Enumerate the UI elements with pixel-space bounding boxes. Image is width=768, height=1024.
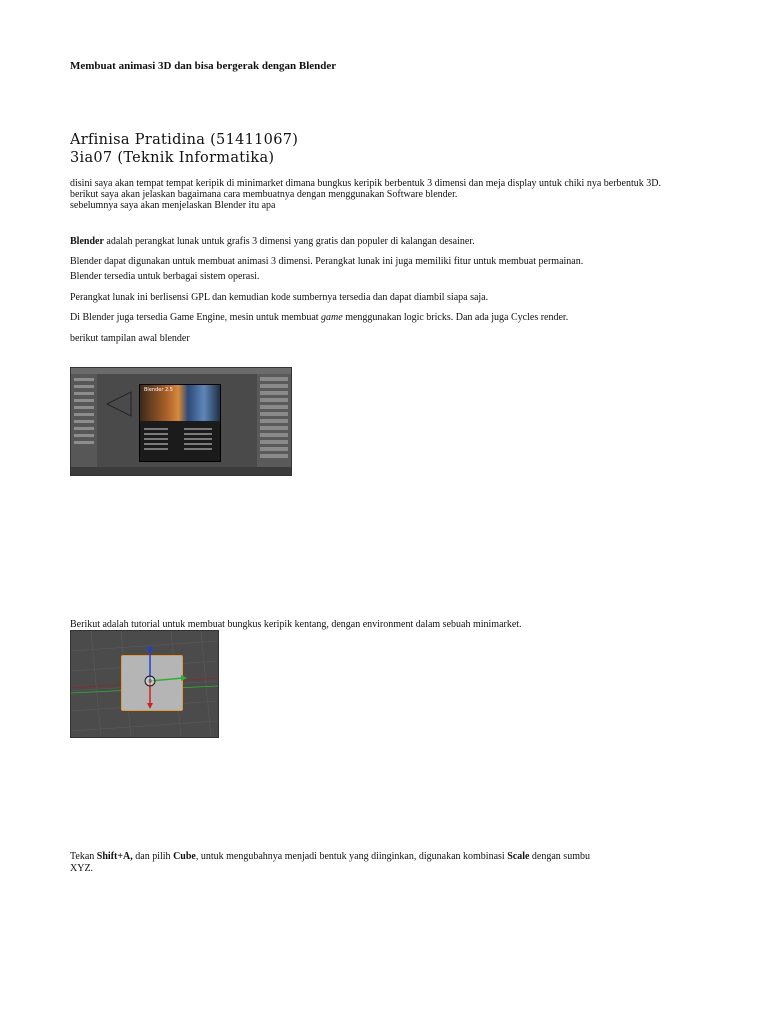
author-class: 3ia07 (Teknik Informatika) xyxy=(70,150,275,166)
author-block xyxy=(70,131,298,167)
transform-manipulator-icon[interactable] xyxy=(71,631,218,737)
splash-links xyxy=(140,425,172,453)
blender-definition-text: adalah perangkat lunak untuk grafis 3 dimensi yang gratis dan populer di kalangan desainer. xyxy=(103,236,475,247)
blender-term: Blender xyxy=(70,236,104,247)
step-text: dengan sumbu xyxy=(529,851,590,862)
paragraph-os: Blender tersedia untuk berbagai sistem operasi. xyxy=(70,271,260,282)
intro-line: berikut saya akan jelaskan bagaimana cara membuatnya dengan menggunakan Software blender. xyxy=(70,189,458,200)
blender-tool-shelf xyxy=(71,374,97,467)
cube-term: Cube xyxy=(173,851,196,862)
document-title: Membuat animasi 3D dan bisa bergerak dengan Blender xyxy=(70,60,337,72)
step-text: Tekan xyxy=(70,851,97,862)
intro-line: sebelumnya saya akan menjelaskan Blender itu apa xyxy=(70,200,276,211)
step-text: dan pilih xyxy=(132,851,174,862)
shortcut-shift-a: Shift+A, xyxy=(96,851,133,862)
game-engine-text-b: menggunakan logic bricks. Dan ada juga Cycles render. xyxy=(342,312,569,323)
step-instruction xyxy=(70,851,690,875)
blender-startup-screenshot xyxy=(70,367,292,476)
blender-definition xyxy=(70,236,710,248)
tutorial-intro: Berikut adalah tutorial untuk membuat bungkus keripik kentang, dengan environment dalam sebuah minimarket. xyxy=(70,619,522,630)
game-engine-text-a: Di Blender juga tersedia Game Engine, mesin untuk membuat xyxy=(70,312,322,323)
blender-properties-panel xyxy=(257,374,291,475)
camera-icon xyxy=(101,378,141,418)
game-italic: game xyxy=(321,312,343,323)
blender-timeline xyxy=(71,467,291,475)
intro-line: disini saya akan tempat tempat keripik di minimarket dimana bungkus keripik berbentuk 3 dimensi dan meja display untuk chiki nya berbentuk 3D. xyxy=(70,178,661,189)
scale-term: Scale xyxy=(507,851,530,862)
intro-paragraph xyxy=(70,178,700,211)
blender-splash-screen xyxy=(139,384,221,462)
paragraph-screenshot-intro: berikut tampilan awal blender xyxy=(70,333,190,344)
splash-title: Blender 2.5 xyxy=(144,387,173,393)
paragraph-game-engine xyxy=(70,312,710,324)
blender-cube-screenshot xyxy=(70,630,219,738)
paragraph-animation: Blender dapat digunakan untuk membuat animasi 3 dimensi. Perangkat lunak ini juga memiliki fitur untuk membuat permainan. xyxy=(70,256,584,267)
paragraph-license: Perangkat lunak ini berlisensi GPL dan kemudian kode sumbernya tersedia dan dapat diambil siapa saja. xyxy=(70,292,489,303)
author-name: Arfinisa Pratidina (51411067) xyxy=(70,132,299,148)
splash-recent-files xyxy=(180,425,216,453)
step-text: , untuk mengubahnya menjadi bentuk yang diinginkan, digunakan kombinasi xyxy=(195,851,508,862)
step-text-axes: XYZ. xyxy=(70,863,94,874)
